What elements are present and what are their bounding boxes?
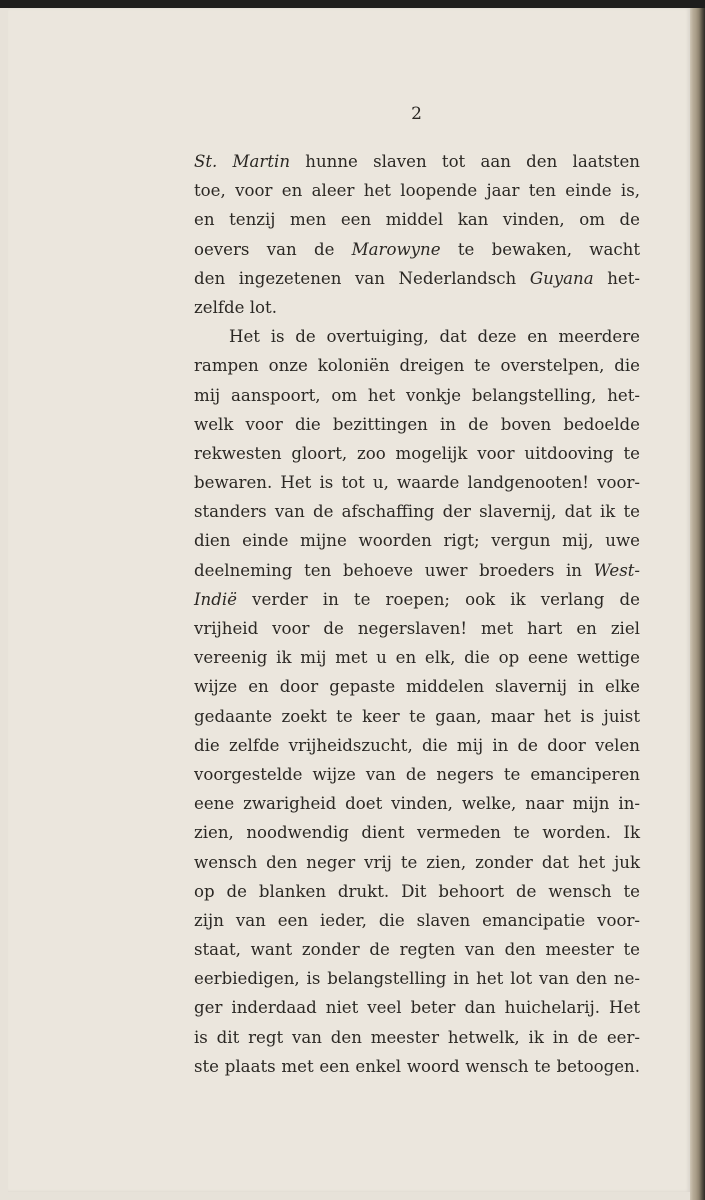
text-line — [194, 468, 640, 497]
text-run: die zelfde vrijheidszucht, die mij in de door velen — [194, 735, 640, 755]
text-line — [194, 906, 640, 935]
text-line — [194, 848, 640, 877]
text-line — [194, 322, 640, 351]
body-text — [194, 147, 640, 1081]
text-run: toe, voor en aleer het loopende jaar ten einde is, — [194, 181, 640, 201]
text-run: eerbiedigen, is belangstelling in het lot van den ne- — [194, 969, 640, 989]
page-number: 2 — [411, 104, 422, 124]
text-line — [194, 585, 640, 614]
text-line — [194, 702, 640, 731]
text-line — [194, 789, 640, 818]
text-line — [194, 760, 640, 789]
page-edge — [690, 8, 705, 1200]
text-run: op de blanken drukt. Dit behoort de wensch te — [194, 881, 640, 901]
text-run: staat, want zonder de regten van den meester te — [194, 940, 640, 960]
text-run: gedaante zoekt te keer te gaan, maar het is juist — [194, 706, 640, 726]
text-run: vrijheid voor de negerslaven! met hart en ziel — [194, 619, 640, 638]
text-run: dien einde mijne woorden rigt; vergun mij, uwe — [194, 531, 640, 551]
text-run: het- — [593, 268, 640, 288]
text-line — [194, 877, 640, 906]
text-line — [194, 1023, 640, 1052]
text-line — [194, 410, 640, 439]
text-run: rekwesten gloort, zoo mogelijk voor uitdooving te — [194, 443, 640, 463]
text-run: verder in te roepen; ook ik verlang de — [237, 589, 640, 609]
text-run: voorgestelde wijze van de negers te emanciperen — [194, 764, 640, 784]
text-line — [194, 147, 640, 176]
text-run: vereenig ik mij met u en elk, die op eene wettige — [194, 648, 640, 668]
text-run: ger inderdaad niet veel beter dan huichelarij. Het — [194, 998, 640, 1018]
text-run: bewaren. Het is tot u, waarde landgenooten! voor- — [194, 473, 640, 493]
italic-text: Indië — [194, 589, 237, 609]
text-run: wijze en door gepaste middelen slavernij in elke — [194, 677, 640, 697]
text-line — [194, 964, 640, 993]
italic-text: St. Martin — [194, 152, 291, 171]
text-run: welk voor die bezittingen in de boven bedoelde — [194, 414, 640, 434]
text-line — [194, 556, 640, 585]
text-line — [194, 264, 640, 293]
text-run: wensch den neger vrij te zien, zonder dat het juk — [194, 852, 640, 872]
text-run: den ingezetenen van Nederlandsch — [194, 268, 530, 288]
italic-text: Marowyne — [351, 239, 441, 259]
text-run: deelneming ten behoeve uwer broeders in — [194, 560, 594, 580]
text-run: zelfde lot. — [194, 297, 277, 317]
text-run: is dit regt van den meester hetwelk, ik in de eer- — [194, 1027, 640, 1047]
text-run: rampen onze koloniën dreigen te overstelpen, die — [194, 356, 640, 376]
text-line — [194, 526, 640, 555]
text-line — [194, 1052, 640, 1081]
text-run: standers van de afschaffing der slavernij, dat ik te — [194, 502, 640, 522]
text-run: en tenzij men een middel kan vinden, om de — [194, 210, 640, 230]
text-line — [194, 643, 640, 672]
scan-top-border — [0, 0, 705, 8]
text-line — [194, 935, 640, 964]
text-run: mij aanspoort, om het vonkje belangstelling, het- — [194, 385, 640, 405]
text-line — [194, 176, 640, 205]
italic-text: West- — [593, 560, 640, 580]
text-run: eene zwarigheid doet vinden, welke, naar mijn in- — [194, 794, 640, 814]
text-run: hunne slaven tot aan den laatsten — [290, 152, 640, 171]
text-line — [194, 614, 640, 643]
text-line — [194, 235, 640, 264]
text-line — [194, 993, 640, 1022]
text-run: ste plaats met een enkel woord wensch te betoogen. — [194, 1056, 640, 1076]
text-line — [194, 205, 640, 234]
text-run: oevers van de — [194, 239, 352, 259]
italic-text: Guyana — [529, 268, 594, 288]
text-line — [194, 731, 640, 760]
text-line — [194, 351, 640, 380]
text-run: zijn van een ieder, die slaven emancipatie voor- — [194, 910, 640, 930]
text-run: te bewaken, wacht — [440, 239, 640, 259]
text-line — [194, 818, 640, 847]
text-line — [194, 497, 640, 526]
text-line — [194, 439, 640, 468]
text-line — [194, 293, 640, 322]
text-line — [194, 381, 640, 410]
text-run: Het is de overtuiging, dat deze en meerdere — [229, 327, 640, 347]
text-run: zien, noodwendig dient vermeden te worden. Ik — [194, 823, 640, 843]
text-line — [194, 672, 640, 701]
